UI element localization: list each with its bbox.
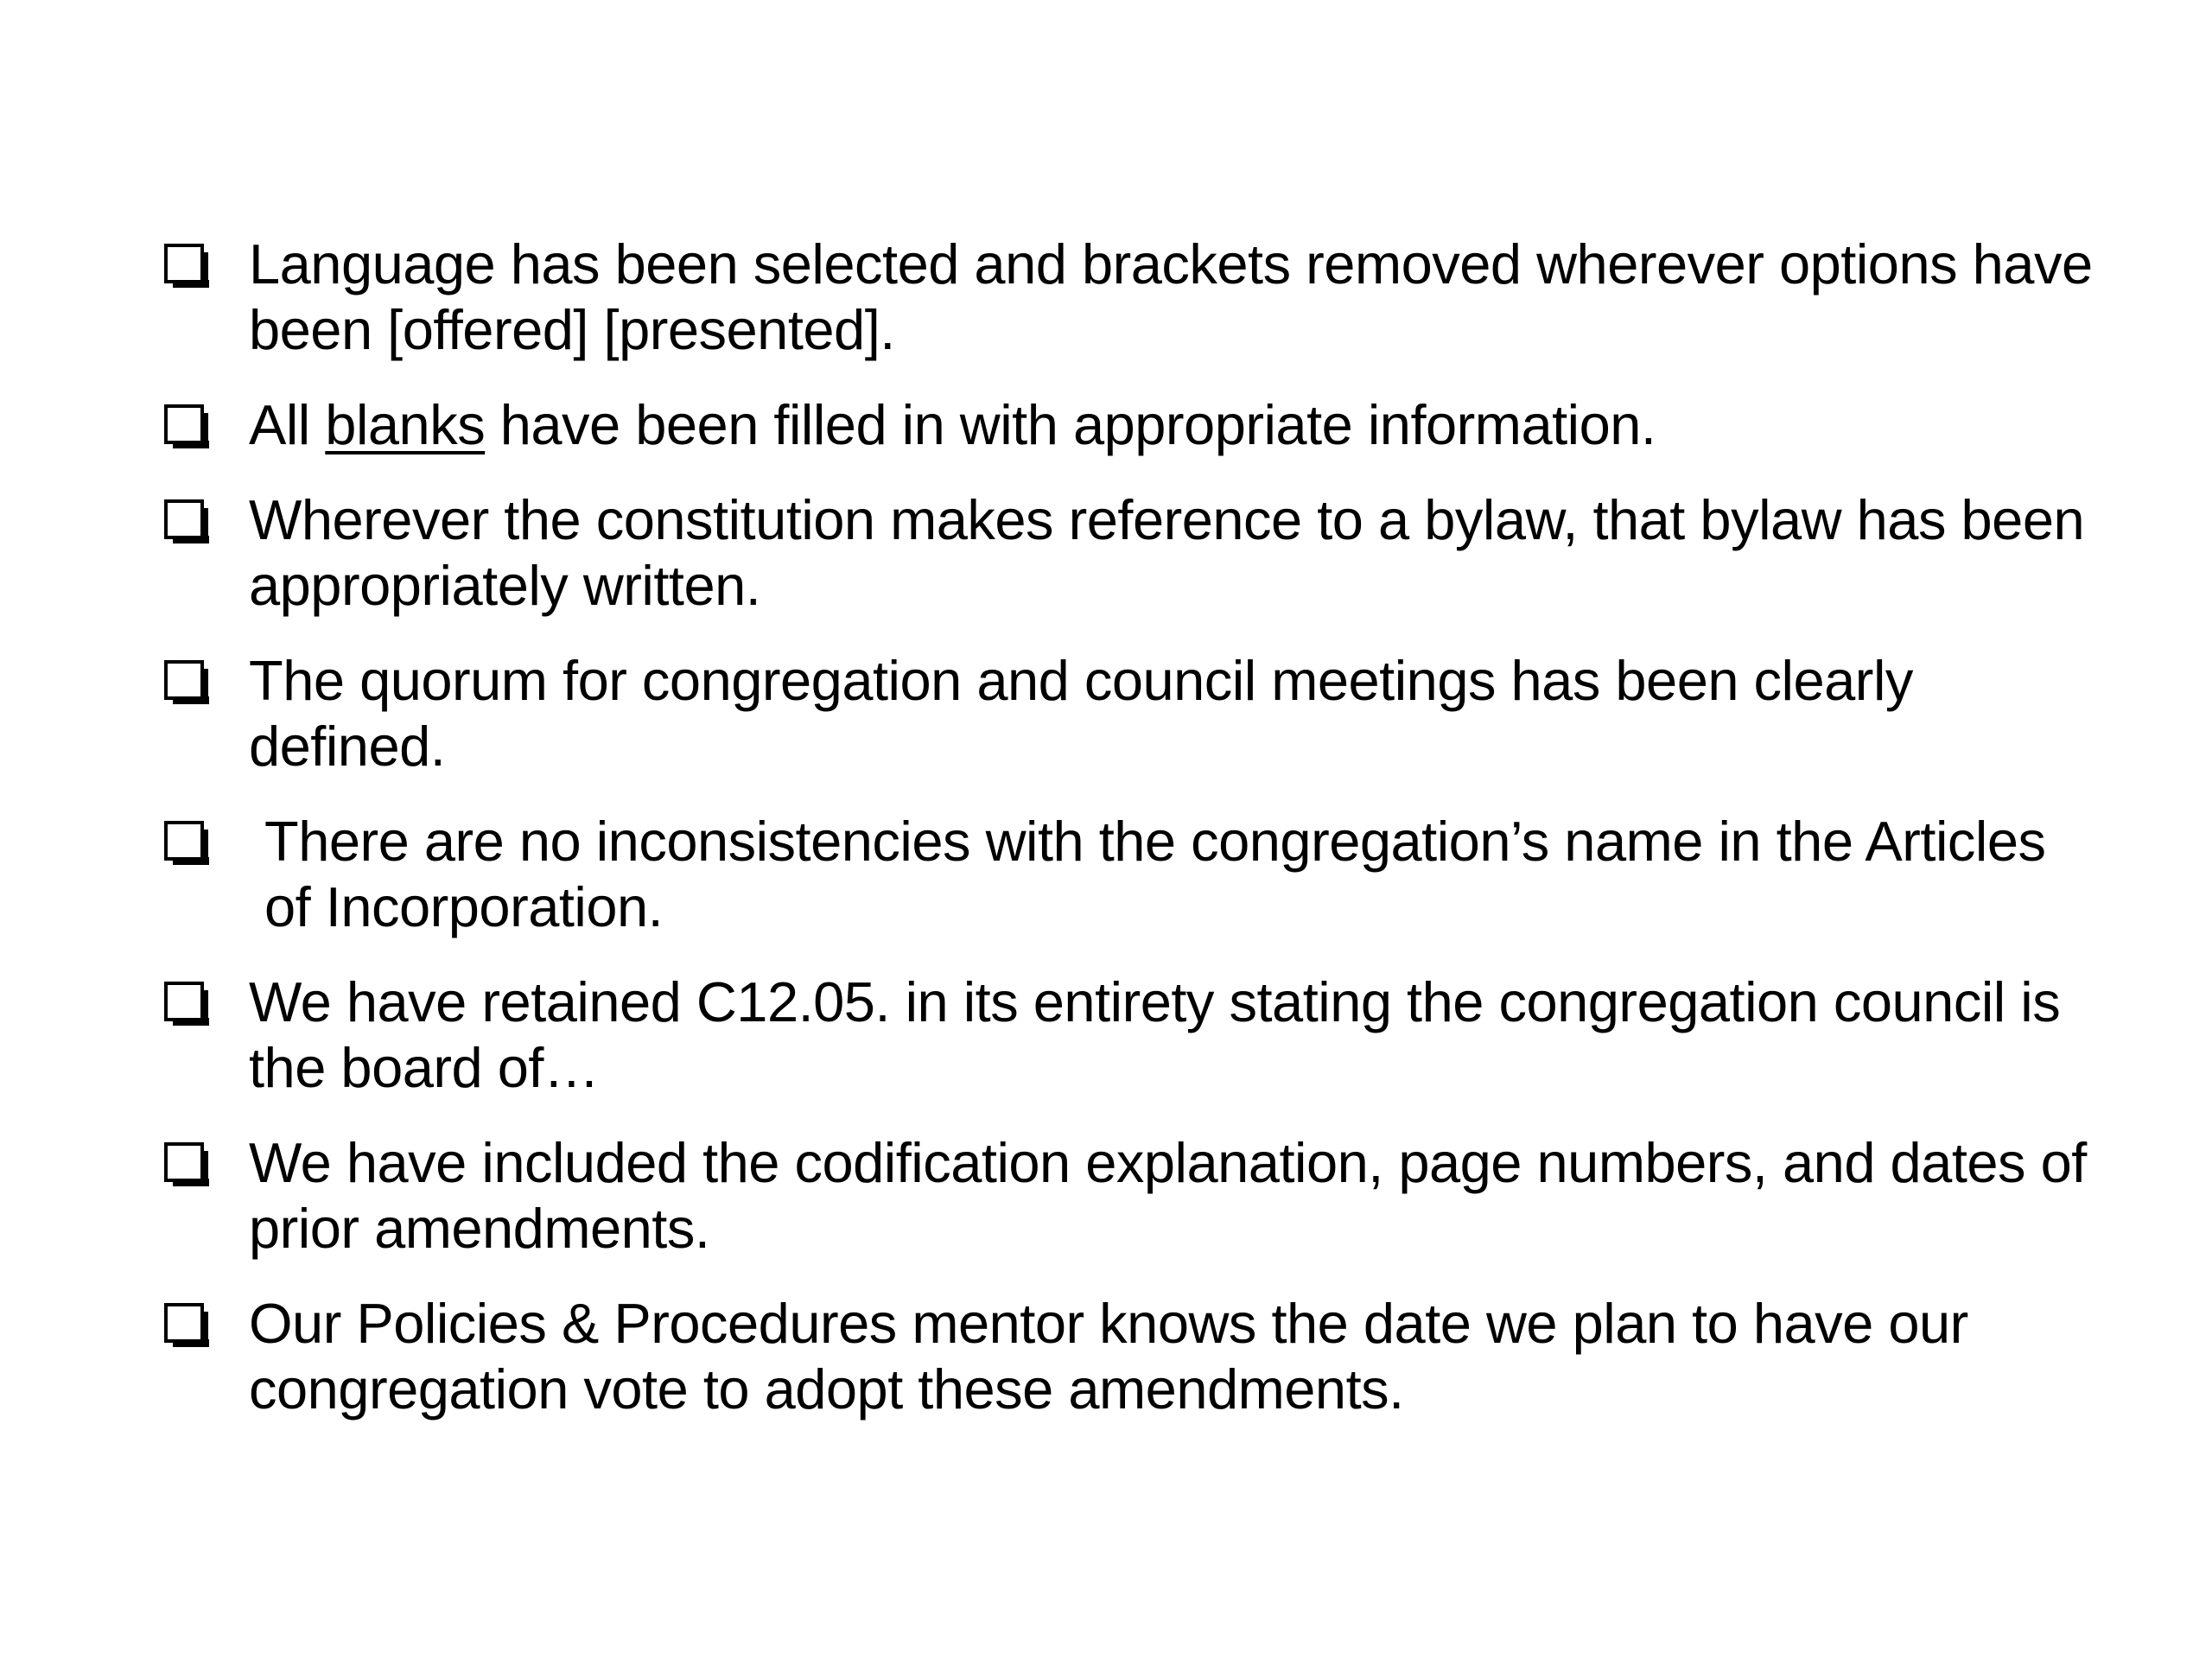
checkbox-icon xyxy=(164,1142,204,1182)
checkbox-icon xyxy=(164,244,204,283)
checkbox-icon xyxy=(164,982,204,1021)
checklist-item-text: Our Policies & Procedures mentor knows the date we plan to have our congregation vote to adopt these amendments. xyxy=(249,1292,1968,1421)
checklist-item xyxy=(164,1291,2100,1422)
underlined-word: blanks xyxy=(325,393,486,456)
checklist xyxy=(164,232,2100,1452)
checklist-item-text: Wherever the constitution makes reference to a bylaw, that bylaw has been appropriately written. xyxy=(249,488,2085,617)
checklist-item-text: We have retained C12.05. in its entirety stating the congregation council is the board of… xyxy=(249,970,2061,1099)
checklist-item xyxy=(164,1130,2100,1262)
checkbox-icon xyxy=(164,1303,204,1343)
checklist-item-text xyxy=(249,392,2100,458)
checkbox-icon xyxy=(164,821,204,861)
checklist-item xyxy=(164,969,2100,1101)
checklist-item xyxy=(164,232,2100,363)
checklist-item-text: There are no inconsistencies with the congregation’s name in the Articles of Incorporation. xyxy=(264,810,2046,938)
checklist-item-text: We have included the codification explanation, page numbers, and dates of prior amendments. xyxy=(249,1131,2087,1260)
checklist-item xyxy=(164,648,2100,779)
checklist-item-text-pre: All xyxy=(249,393,326,456)
checklist-item-text: Language has been selected and brackets removed wherever options have been [offered] [presented]. xyxy=(249,232,2093,361)
checklist-item xyxy=(164,392,2100,458)
checklist-item xyxy=(164,809,2100,940)
checkbox-icon xyxy=(164,404,204,444)
checkbox-icon xyxy=(164,660,204,700)
checkbox-icon xyxy=(164,499,204,539)
checklist-item-text: The quorum for congregation and council meetings has been clearly defined. xyxy=(249,649,1913,778)
checklist-item-text-post: have been filled in with appropriate information. xyxy=(485,393,1656,456)
checklist-item xyxy=(164,487,2100,619)
